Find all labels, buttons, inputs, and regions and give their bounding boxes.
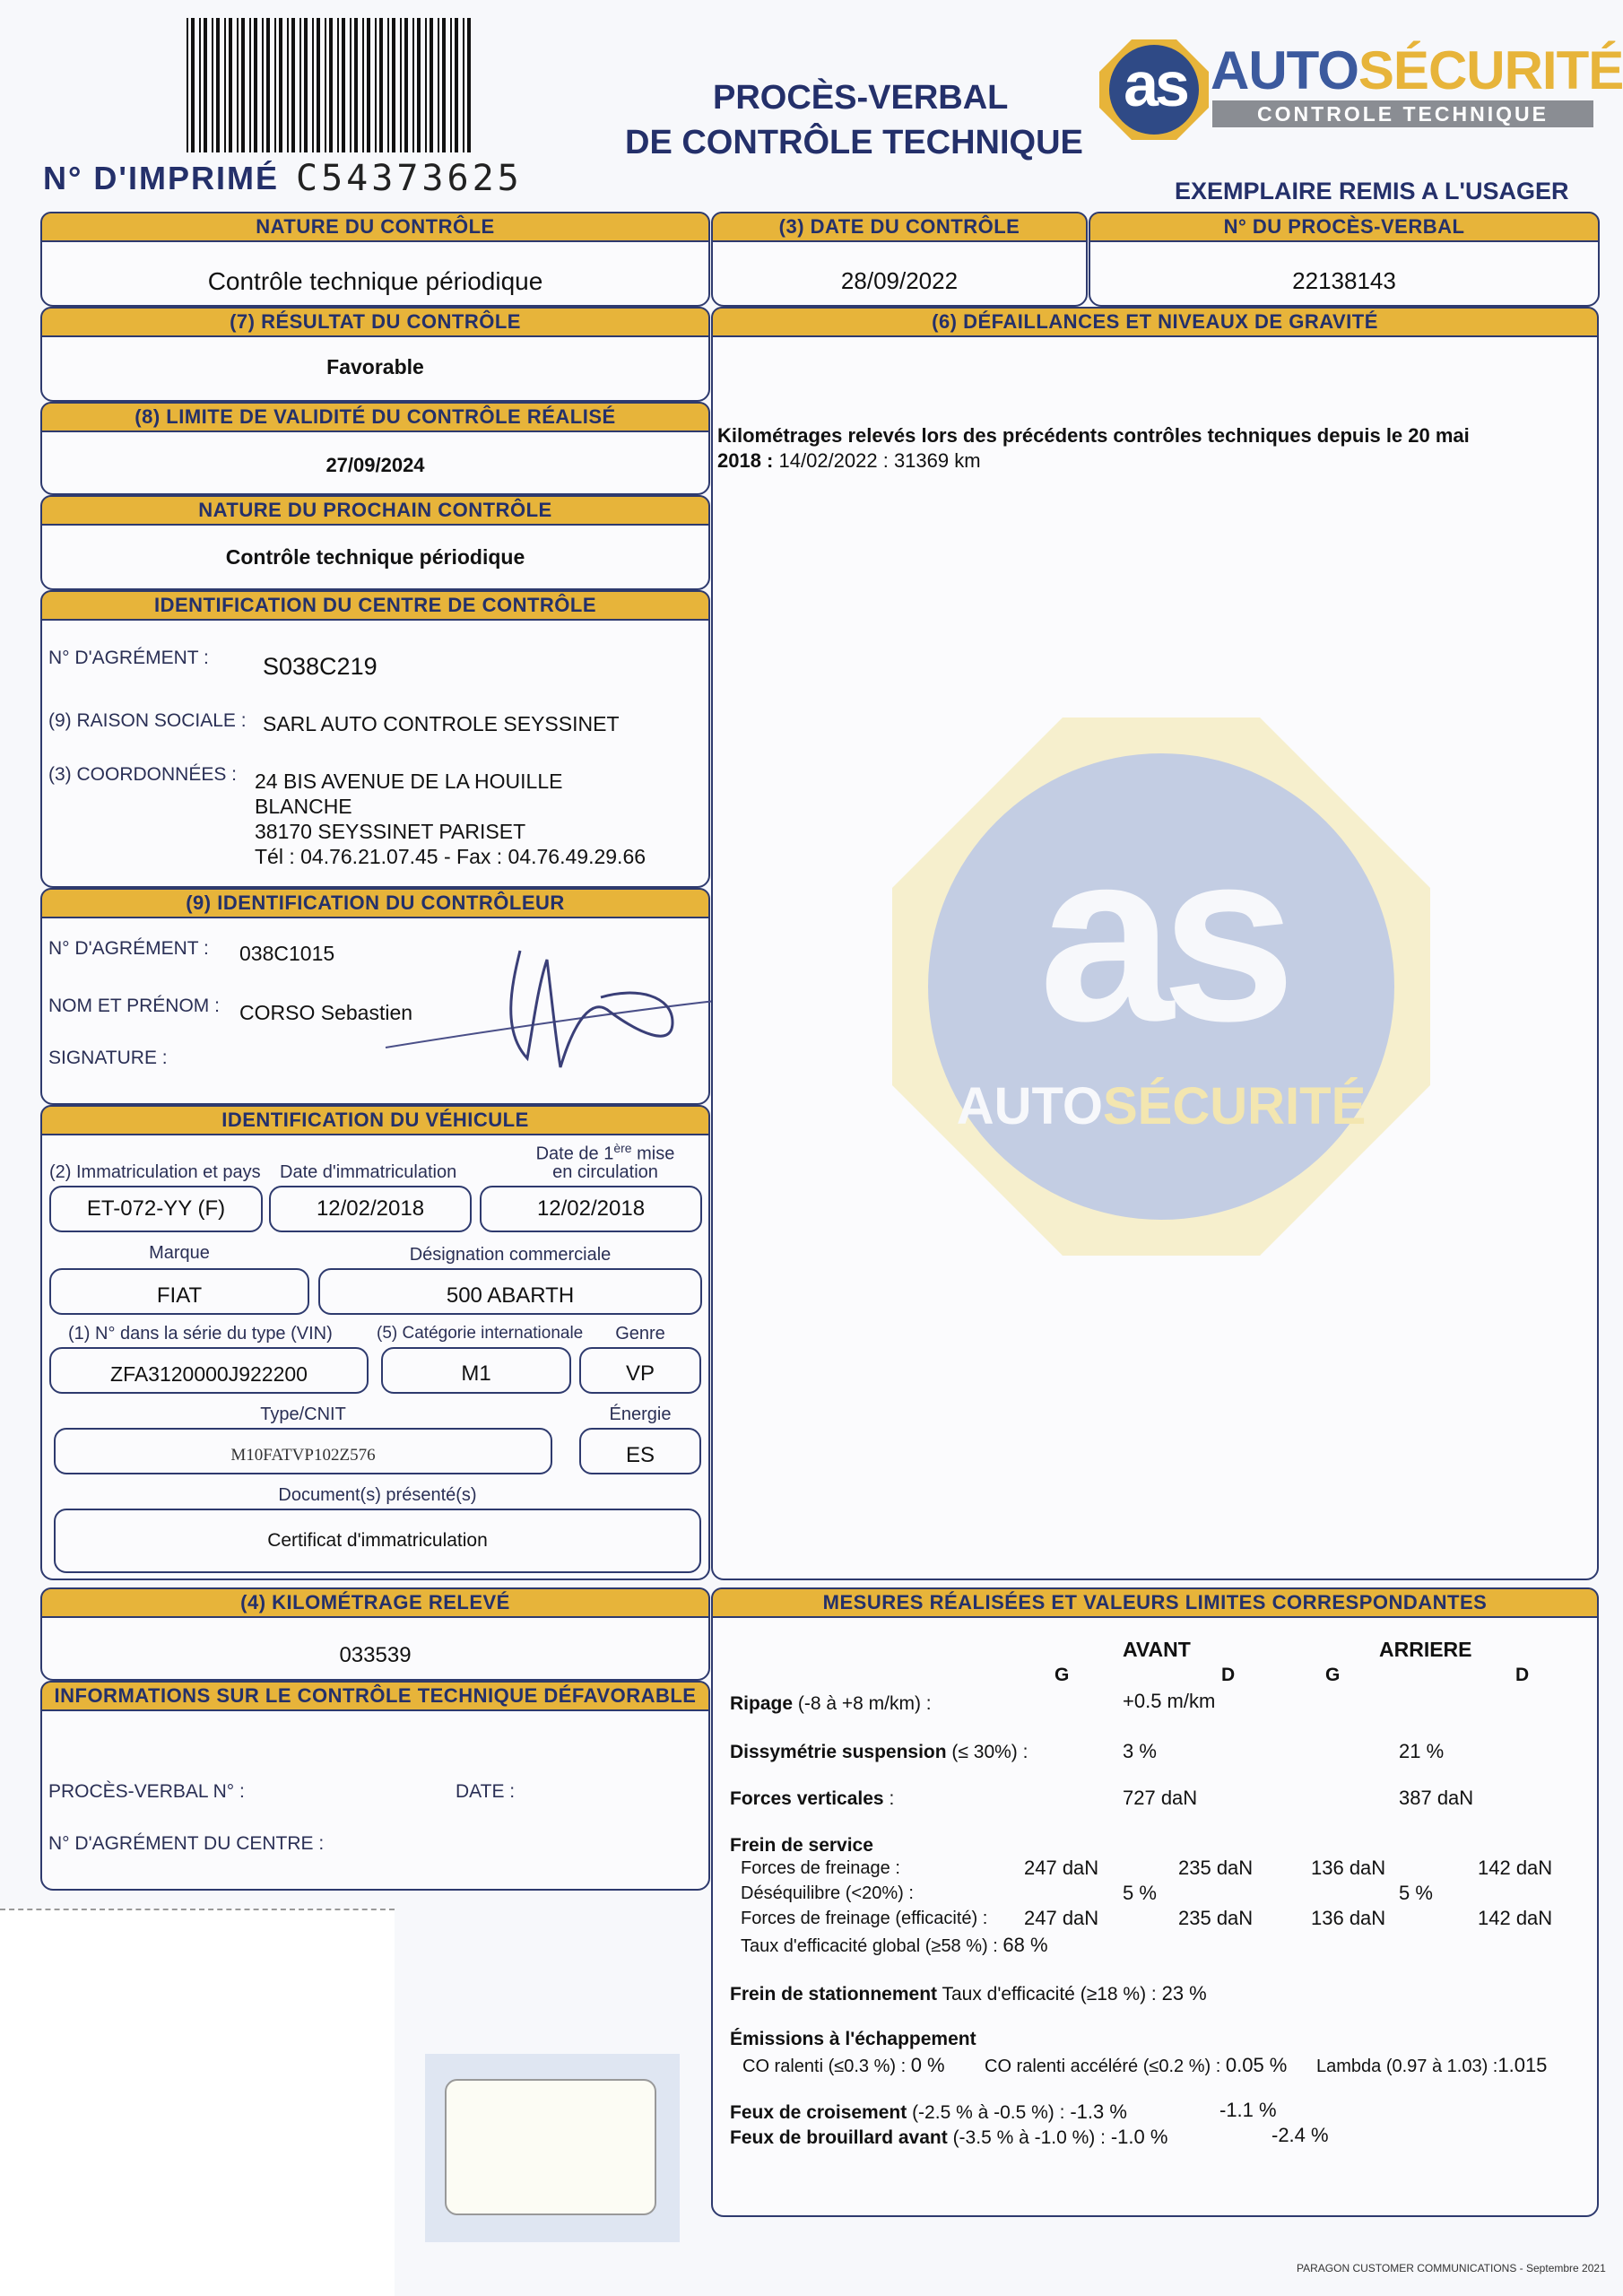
centre-addr4: Tél : 04.76.21.07.45 - Fax : 04.76.49.29.66 — [255, 845, 647, 868]
documents-label: Document(s) présenté(s) — [278, 1485, 477, 1505]
barcode-bar — [430, 18, 433, 152]
barcode-bar — [467, 18, 471, 152]
barcode-bar — [350, 18, 352, 152]
barcode-bar — [375, 18, 377, 152]
footer-credit: PARAGON CUSTOMER COMMUNICATIONS - Septembre 2021 — [1297, 2262, 1606, 2274]
limite-header: (8) LIMITE DE VALIDITÉ DU CONTRÔLE RÉALISÉ — [40, 402, 710, 432]
freinage-av-d: 235 daN — [1178, 1857, 1254, 1879]
barcode-bar — [367, 18, 370, 152]
brouillard-g: -1.0 % — [1110, 2126, 1168, 2148]
brand-securite: SÉCURITÉ — [1358, 40, 1623, 100]
defaillances-header: (6) DÉFAILLANCES ET NIVEAUX DE GRAVITÉ — [711, 307, 1599, 337]
km-value: 033539 — [339, 1643, 412, 1667]
imprime-label: N° D'IMPRIMÉ — [43, 160, 279, 196]
efficacite-av-g: 247 daN — [1024, 1907, 1099, 1929]
croisement-label: Feux de croisement — [730, 2102, 907, 2123]
barcode-bar — [204, 18, 207, 152]
barcode-bar — [237, 18, 239, 152]
vehicule-header: IDENTIFICATION DU VÉHICULE — [40, 1105, 710, 1135]
forces-ar: 387 daN — [1399, 1787, 1474, 1809]
barcode-bar — [404, 18, 408, 152]
resultat-header: (7) RÉSULTAT DU CONTRÔLE — [40, 307, 710, 337]
desequilibre-av: 5 % — [1123, 1882, 1157, 1904]
dissym-row — [730, 1742, 1028, 1763]
imprime-number: C54373625 — [296, 158, 523, 199]
croisement-d: -1.1 % — [1219, 2099, 1277, 2121]
brand-sub: CONTROLE TECHNIQUE — [1212, 100, 1593, 127]
col-arriere-d: D — [1515, 1665, 1530, 1685]
barcode-bar — [425, 18, 427, 152]
col-avant-g: G — [1055, 1665, 1070, 1685]
documents-field: Certificat d'immatriculation — [54, 1509, 701, 1573]
efficacite-ar-g: 136 daN — [1311, 1907, 1386, 1929]
date-value: 28/09/2022 — [840, 267, 959, 294]
genre-label: Genre — [615, 1324, 665, 1344]
mesures-header: MESURES RÉALISÉES ET VALEURS LIMITES CORRESPONDANTES — [711, 1587, 1599, 1618]
energie-label: Énergie — [609, 1405, 672, 1424]
controleur-nom-label: NOM ET PRÉNOM : — [48, 996, 220, 1016]
page-title-line2: DE CONTRÔLE TECHNIQUE — [625, 124, 1083, 161]
pv-value: 22138143 — [1292, 267, 1396, 294]
col-arriere-g: G — [1325, 1665, 1341, 1685]
controleur-signature-label: SIGNATURE : — [48, 1048, 168, 1068]
prochain-header: NATURE DU PROCHAIN CONTRÔLE — [40, 495, 710, 526]
date-immat-label: Date d'immatriculation — [280, 1162, 457, 1182]
brouillard-range: (-3.5 % à -1.0 %) : — [947, 2127, 1106, 2148]
premiere-label2: en circulation — [552, 1162, 658, 1182]
type-field: M10FATVP102Z576 — [54, 1428, 552, 1474]
controleur-nom: CORSO Sebastien — [239, 1001, 413, 1024]
barcode-bar — [187, 18, 188, 152]
dissym-av: 3 % — [1123, 1740, 1157, 1762]
emissions-label-text: Émissions à l'échappement — [730, 2029, 976, 2049]
marque-field: FIAT — [49, 1268, 309, 1315]
logo-letters: as — [1124, 49, 1186, 119]
brand-name — [1211, 39, 1623, 101]
nature-header: NATURE DU CONTRÔLE — [40, 212, 710, 242]
barcode-bar — [304, 18, 308, 152]
energie-field: ES — [579, 1428, 701, 1474]
barcode-bar — [455, 18, 458, 152]
desequilibre-label: Déséquilibre (<20%) : — [741, 1883, 914, 1903]
freinage-ar-d: 142 daN — [1478, 1857, 1553, 1879]
pv-header: N° DU PROCÈS-VERBAL — [1089, 212, 1600, 242]
watermark-brand — [892, 1076, 1430, 1136]
designation-field: 500 ABARTH — [318, 1268, 702, 1315]
efficacite-av-d: 235 daN — [1178, 1907, 1254, 1929]
desequilibre-ar: 5 % — [1399, 1882, 1433, 1904]
forces-range: : — [883, 1788, 895, 1809]
barcode-bar — [463, 18, 464, 152]
centre-agrement: S038C219 — [263, 653, 378, 680]
barcode-bar — [287, 18, 289, 152]
controleur-header: (9) IDENTIFICATION DU CONTRÔLEUR — [40, 888, 710, 918]
co-ralenti-value: 0 % — [910, 2054, 945, 2076]
barcode-bar — [212, 18, 213, 152]
km-history-value: 14/02/2022 : 31369 km — [773, 449, 981, 472]
centre-addr1: 24 BIS AVENUE DE LA HOUILLE — [255, 770, 563, 793]
marque-label: Marque — [149, 1243, 210, 1263]
barcode-bar — [191, 18, 195, 152]
barcode — [187, 18, 475, 152]
km-history-title: Kilométrages relevés lors des précédents contrôles techniques depuis le 20 mai — [717, 424, 1470, 447]
ripage-range: (-8 à +8 m/km) : — [793, 1693, 932, 1714]
centre-coord-label: (3) COORDONNÉES : — [48, 764, 238, 785]
croisement-g: -1.3 % — [1070, 2100, 1127, 2123]
brouillard-row — [730, 2126, 1167, 2149]
centre-addr3: 38170 SEYSSINET PARISET — [255, 820, 526, 843]
watermark-securite: SÉCURITÉ — [1103, 1077, 1367, 1135]
barcode-bar — [254, 18, 257, 152]
stationnement-label: Frein de stationnement — [730, 1984, 938, 2005]
barcode-bar — [299, 18, 301, 152]
col-avant-d: D — [1221, 1665, 1236, 1685]
ripage-label: Ripage — [730, 1693, 794, 1714]
premiere-label-text: Date de 1 — [535, 1144, 614, 1164]
barcode-bar — [262, 18, 264, 152]
barcode-bar — [392, 18, 395, 152]
premiere-label — [507, 1141, 704, 1165]
barcode-bar — [317, 18, 320, 152]
brouillard-d: -2.4 % — [1271, 2124, 1329, 2146]
dissym-ar: 21 % — [1399, 1740, 1445, 1762]
immat-field: ET-072-YY (F) — [49, 1186, 263, 1232]
barcode-graphic — [187, 18, 475, 152]
watermark-logo — [892, 718, 1430, 1256]
barcode-bar — [249, 18, 251, 152]
freinage-label: Forces de freinage : — [741, 1858, 900, 1878]
nature-value: Contrôle technique périodique — [207, 267, 543, 295]
taux-row — [741, 1934, 1048, 1957]
mesures-arriere: ARRIERE — [1379, 1638, 1472, 1661]
tear-off-stub — [0, 1909, 395, 2296]
taux-value: 68 % — [1002, 1934, 1048, 1956]
barcode-bar — [417, 18, 421, 152]
defavorable-agrement-label: N° D'AGRÉMENT DU CENTRE : — [48, 1833, 325, 1854]
km-history-title2: 2018 : — [717, 449, 774, 472]
frein-label-text: Frein de service — [730, 1835, 873, 1856]
barcode-bar — [362, 18, 364, 152]
centre-raison: SARL AUTO CONTROLE SEYSSINET — [263, 712, 620, 735]
km-history — [717, 423, 1587, 474]
type-label: Type/CNIT — [260, 1405, 346, 1424]
barcode-bar — [329, 18, 333, 152]
croisement-range: (-2.5 % à -0.5 %) : — [907, 2102, 1065, 2123]
centre-addr2: BLANCHE — [255, 795, 352, 818]
window-envelope-inner — [445, 2079, 656, 2215]
lambda-label: Lambda (0.97 à 1.03) : — [1316, 2057, 1498, 2076]
barcode-bar — [450, 18, 452, 152]
barcode-bar — [387, 18, 389, 152]
barcode-bar — [224, 18, 226, 152]
ripage-value: +0.5 m/km — [1123, 1690, 1216, 1712]
defavorable-pv-label: PROCÈS-VERBAL N° : — [48, 1781, 245, 1802]
defavorable-header: INFORMATIONS SUR LE CONTRÔLE TECHNIQUE DÉFAVORABLE — [40, 1681, 710, 1711]
exemplaire-notice: EXEMPLAIRE REMIS A L'USAGER — [1175, 178, 1569, 204]
efficacite-ar-d: 142 daN — [1478, 1907, 1553, 1929]
forces-row — [730, 1788, 894, 1810]
premiere-field: 12/02/2018 — [480, 1186, 702, 1232]
barcode-bar — [229, 18, 232, 152]
categorie-label: (5) Catégorie internationale — [377, 1324, 584, 1343]
co-accel-row — [985, 2054, 1287, 2077]
co-ralenti-label: CO ralenti (≤0.3 %) : — [742, 2057, 907, 2076]
barcode-bar — [325, 18, 326, 152]
barcode-bar — [266, 18, 270, 152]
watermark-letters: as — [1038, 802, 1284, 1072]
lambda-value: 1.015 — [1497, 2054, 1548, 2076]
taux-label: Taux d'efficacité global (≥58 %) : — [741, 1936, 998, 1956]
defavorable-date-label: DATE : — [456, 1781, 516, 1802]
barcode-bar — [342, 18, 345, 152]
barcode-bar — [337, 18, 339, 152]
limite-value: 27/09/2024 — [325, 454, 425, 476]
immat-label: (2) Immatriculation et pays — [49, 1162, 261, 1182]
stationnement-row — [730, 1982, 1207, 2005]
brand-auto: AUTO — [1211, 40, 1358, 100]
barcode-bar — [216, 18, 220, 152]
barcode-bar — [412, 18, 414, 152]
controleur-agrement-label: N° D'AGRÉMENT : — [48, 938, 209, 959]
mesures-avant: AVANT — [1123, 1638, 1191, 1661]
frein-label — [730, 1835, 873, 1857]
lambda-row — [1316, 2054, 1547, 2077]
controleur-agrement: 038C1015 — [239, 942, 335, 965]
barcode-bar — [379, 18, 383, 152]
freinage-ar-g: 136 daN — [1311, 1857, 1386, 1879]
km-header: (4) KILOMÉTRAGE RELEVÉ — [40, 1587, 710, 1618]
page-title-line1: PROCÈS-VERBAL — [713, 79, 1009, 117]
barcode-bar — [438, 18, 439, 152]
barcode-bar — [279, 18, 282, 152]
forces-label: Forces verticales — [730, 1788, 884, 1809]
premiere-label-text-b: mise — [631, 1144, 675, 1164]
premiere-label-sup: ère — [613, 1141, 632, 1155]
dissym-label: Dissymétrie suspension — [730, 1742, 947, 1762]
centre-header: IDENTIFICATION DU CENTRE DE CONTRÔLE — [40, 590, 710, 621]
categorie-field: M1 — [381, 1347, 571, 1394]
brouillard-label: Feux de brouillard avant — [730, 2127, 948, 2148]
centre-raison-label: (9) RAISON SOCIALE : — [48, 710, 247, 731]
vin-field: ZFA3120000J922200 — [49, 1347, 369, 1394]
co-accel-label: CO ralenti accéléré (≤0.2 %) : — [985, 2057, 1221, 2076]
barcode-bar — [274, 18, 276, 152]
forces-av: 727 daN — [1123, 1787, 1198, 1809]
freinage-av-g: 247 daN — [1024, 1857, 1099, 1879]
ripage-row — [730, 1693, 932, 1715]
croisement-row — [730, 2100, 1127, 2124]
centre-agrement-label: N° D'AGRÉMENT : — [48, 648, 209, 668]
resultat-value: Favorable — [326, 355, 424, 378]
barcode-bar — [354, 18, 358, 152]
prochain-value: Contrôle technique périodique — [225, 545, 525, 569]
stationnement-value: 23 % — [1161, 1982, 1207, 2005]
vin-label: (1) N° dans la série du type (VIN) — [68, 1324, 333, 1344]
barcode-bar — [312, 18, 314, 152]
barcode-bar — [442, 18, 446, 152]
barcode-bar — [291, 18, 295, 152]
co-accel-value: 0.05 % — [1225, 2054, 1288, 2076]
genre-field: VP — [579, 1347, 701, 1394]
date-immat-field: 12/02/2018 — [269, 1186, 472, 1232]
stationnement-text: Taux d'efficacité (≥18 %) : — [937, 1984, 1157, 2005]
designation-label: Désignation commerciale — [409, 1245, 612, 1265]
emissions-label — [730, 2029, 976, 2050]
date-header: (3) DATE DU CONTRÔLE — [711, 212, 1088, 242]
barcode-bar — [199, 18, 201, 152]
efficacite-label: Forces de freinage (efficacité) : — [741, 1909, 988, 1928]
dissym-range: (≤ 30%) : — [946, 1742, 1028, 1762]
barcode-bar — [400, 18, 402, 152]
brand-logo — [1096, 36, 1623, 144]
barcode-bar — [241, 18, 245, 152]
emissions-row — [742, 2054, 945, 2077]
watermark-auto: AUTO — [956, 1077, 1103, 1135]
